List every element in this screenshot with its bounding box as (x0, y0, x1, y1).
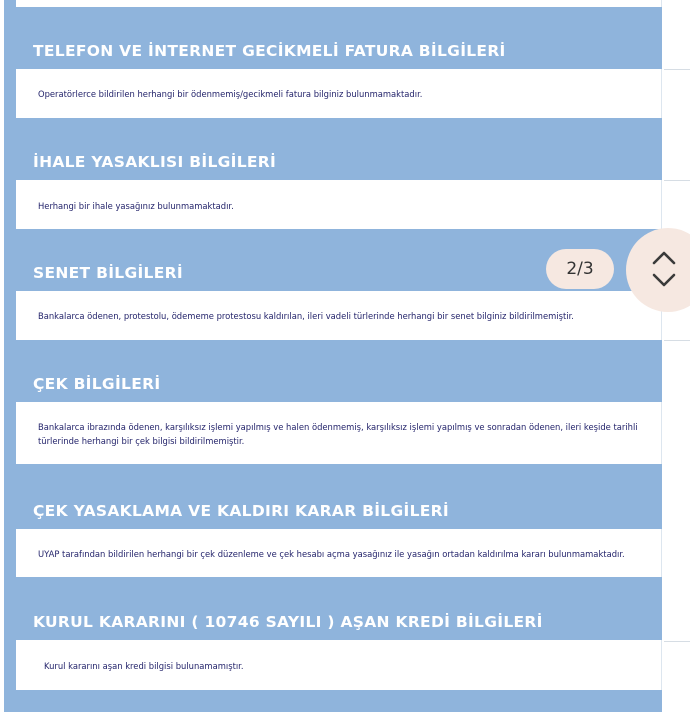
section-title: KURUL KARARINI ( 10746 SAYILI ) AŞAN KREDİ BİLGİLERİ (33, 613, 543, 631)
section-header-cek[interactable] (4, 366, 662, 402)
right-margin-divider (664, 641, 690, 642)
section-body-kurul (16, 640, 662, 690)
section-title: SENET BİLGİLERİ (33, 264, 183, 282)
section-header-kurul[interactable] (4, 604, 662, 640)
section-header-ihale[interactable] (4, 144, 662, 180)
section-body-text: UYAP tarafından bildirilen herhangi bir çek düzenleme ve çek hesabı açma yasağınız ile yasağın ortadan kaldırılma kararı bulunmamaktadır. (38, 549, 625, 559)
section-title: İHALE YASAKLISI BİLGİLERİ (33, 153, 277, 171)
right-margin-divider (664, 340, 690, 341)
section-body-text: Kurul kararını aşan kredi bilgisi bulunamamıştır. (44, 661, 244, 671)
section-body-ihale (16, 180, 662, 229)
section-body-text: Operatörlerce bildirilen herhangi bir ödenmemiş/gecikmeli fatura bilginiz bulunmamaktadır. (38, 89, 423, 99)
section-title: ÇEK BİLGİLERİ (33, 375, 161, 393)
right-margin-divider (664, 180, 690, 181)
right-margin-divider (664, 69, 690, 70)
section-header-telefon[interactable] (4, 33, 662, 69)
chevron-up-icon[interactable] (652, 250, 676, 266)
section-body-text: Bankalarca ödenen, protestolu, ödememe protestosu kaldırılan, ileri vadeli türlerinde herhangi bir senet bilginiz bildirilmemiştir. (38, 311, 574, 321)
section-title: TELEFON VE İNTERNET GECİKMELİ FATURA BİLGİLERİ (33, 42, 506, 60)
page-indicator: 2/3 (546, 249, 614, 289)
section-body-telefon (16, 69, 662, 118)
section-body-cek (16, 402, 662, 464)
section-title: ÇEK YASAKLAMA VE KALDIRI KARAR BİLGİLERİ (33, 502, 449, 520)
section-body-senet (16, 291, 662, 340)
section-body-text: Herhangi bir ihale yasağınız bulunmamaktadır. (38, 201, 234, 211)
previous-section-body (16, 0, 662, 7)
section-body-cek-yasaklama (16, 529, 662, 577)
section-header-cek-yasaklama[interactable] (4, 493, 662, 529)
chevron-down-icon[interactable] (652, 272, 676, 288)
section-body-text: Bankalarca ibrazında ödenen, karşılıksız işlemi yapılmış ve halen ödenmemiş, karşılıksız işlemi yapılmış ve sonradan ödenen, ileri keşide tarihli türlerinde herhangi bir çek bilgisi bildirilmemiştir. (38, 422, 638, 446)
